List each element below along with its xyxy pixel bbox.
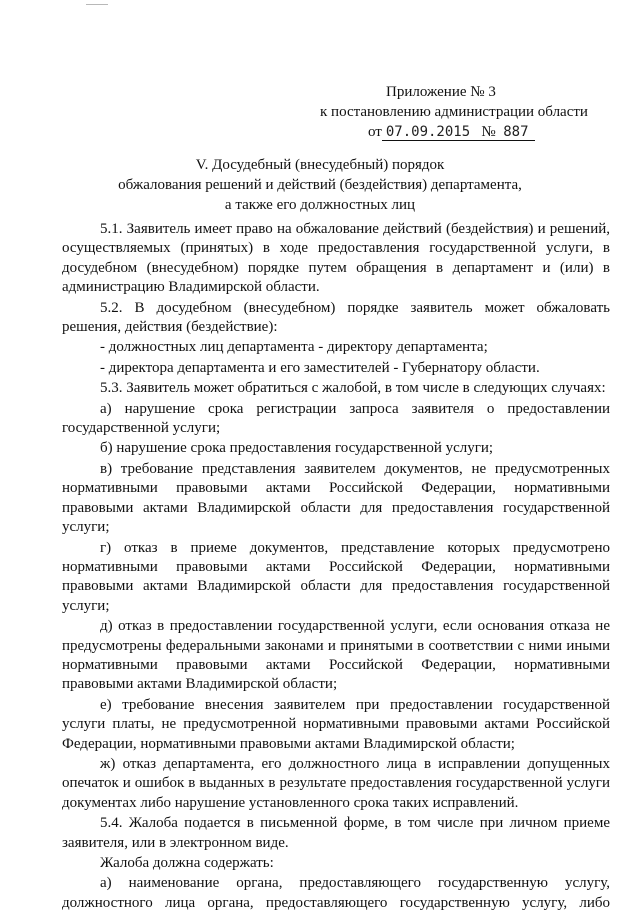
list-item-officials: - должностных лиц департамента - директору департамента; — [100, 339, 488, 356]
section-heading — [0, 155, 640, 215]
heading-line-1: V. Досудебный (внесудебный) порядок — [195, 157, 445, 173]
heading-line-3: а также его должностных лиц — [224, 197, 416, 213]
case-e: е) требование внесения заявителем при предоставлении государственной услуги платы, не предусмотренной нормативными правовыми актами Российской Федерации, нормативными правовыми актами Владимирской области; — [62, 696, 610, 752]
handwritten-number: 887 — [503, 124, 529, 140]
paragraph-5-4: 5.4. Жалоба подается в письменной форме, в том числе при личном приеме заявителя, или в электронном виде. — [62, 815, 610, 851]
number-prefix: № — [481, 124, 496, 140]
case-g: г) отказ в приеме документов, представление которых предусмотрено нормативными правовыми актами Российской Федерации, нормативными правовыми актами Владимирской области для предоставления государственной услуги; — [62, 539, 610, 614]
handwritten-date: 07.09.2015 — [385, 124, 471, 140]
case-zh: ж) отказ департамента, его должностного лица в исправлении допущенных опечаток и ошибок в выданных в результате предоставления государственной услуги документах либо нарушение установленного срока таких исправлений. — [62, 755, 610, 811]
complaint-contents-intro: Жалоба должна содержать: — [100, 855, 274, 871]
case-b: б) нарушение срока предоставления государственной услуги; — [100, 440, 494, 457]
scan-artifact — [86, 4, 108, 5]
date-underline — [382, 124, 535, 141]
heading-line-2: обжалования решений и действий (бездействия) департамента, — [118, 177, 522, 193]
appendix-reference: к постановлению администрации области — [320, 104, 588, 120]
appendix-header — [320, 82, 606, 142]
date-prefix: от — [368, 124, 382, 140]
paragraph-5-1: 5.1. Заявитель имеет право на обжалование действий (бездействия) и решений, осуществляемых (принятых) в ходе предоставления государственной услуги, в досудебном (внесудебном) порядке путем обращения в департамент и (или) в администрацию Владимирской области. — [62, 221, 610, 296]
appendix-date-line — [320, 122, 606, 142]
case-a: а) нарушение срока регистрации запроса заявителя о предоставлении государственной услуги; — [62, 400, 610, 437]
list-item-director: - директора департамента и его заместителей - Губернатору области. — [100, 359, 540, 376]
case-v: в) требование представления заявителем документов, не предусмотренных нормативными правовыми актами Российской Федерации, нормативными правовыми актами Владимирской области для предоставления государственной услуги; — [62, 460, 610, 536]
paragraph-5-2: 5.2. В досудебном (внесудебном) порядке заявитель может обжаловать решения, действия (бездействие): — [62, 299, 610, 336]
appendix-title: Приложение № 3 — [386, 84, 496, 100]
document-body — [62, 220, 610, 914]
paragraph-5-3: 5.3. Заявитель может обратиться с жалобой, в том числе в следующих случаях: — [100, 380, 606, 397]
complaint-item-a: а) наименование органа, предоставляющего государственную услугу, должностного лица органа, предоставляющего государственную услугу, либо — [62, 875, 610, 911]
case-d: д) отказ в предоставлении государственной услуги, если основания отказа не предусмотрены федеральными законами и принятыми в соответствии с ними иными нормативными правовыми актами Российской Федерации, нормативными правовыми актами Владимирской области; — [62, 618, 610, 693]
